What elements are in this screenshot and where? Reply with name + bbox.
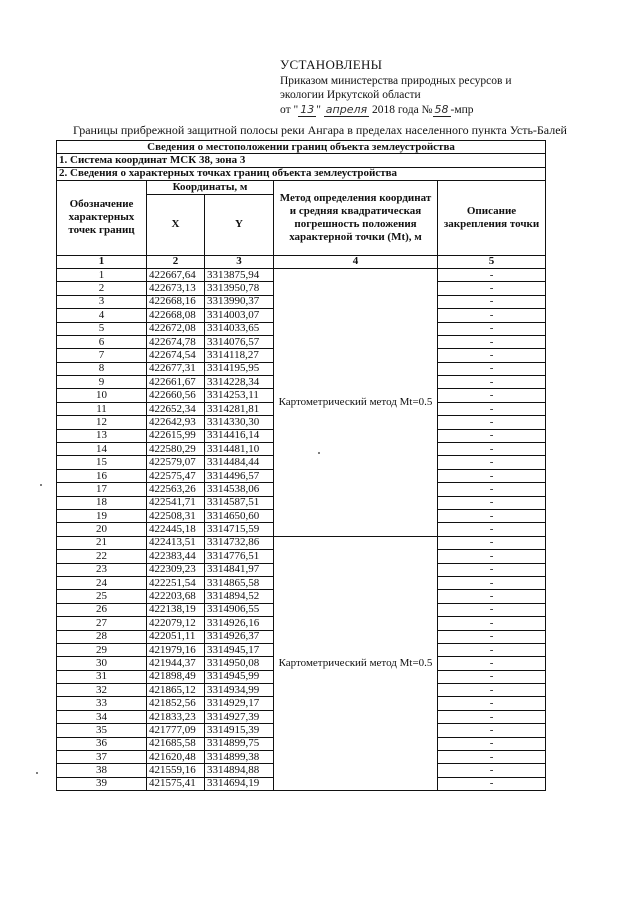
coord-x: 422563,26 [147,483,205,496]
point-number: 9 [57,376,147,389]
coord-y: 3314934,99 [205,684,274,697]
point-description: - [438,335,546,348]
approval-date-line: от " 13 " апреля 2018 года № 58 -мпр [280,103,474,116]
date-prefix: от " [280,104,299,116]
point-number: 28 [57,630,147,643]
points-title: 2. Сведения о характерных точках границ объекта землеустройства [57,167,546,180]
coord-y: 3314033,65 [205,322,274,335]
point-description: - [438,523,546,536]
coord-x: 422579,07 [147,456,205,469]
coord-y: 3314228,34 [205,376,274,389]
table-row [57,268,546,281]
col-number-1: 1 [57,255,147,268]
coord-x: 422541,71 [147,496,205,509]
coord-y: 3314715,59 [205,523,274,536]
point-description: - [438,509,546,522]
point-description: - [438,777,546,790]
coord-x: 422661,67 [147,376,205,389]
coord-x: 421685,58 [147,737,205,750]
point-number: 4 [57,309,147,322]
coord-y: 3314926,16 [205,617,274,630]
coord-x: 422674,54 [147,349,205,362]
point-number: 34 [57,710,147,723]
coord-x: 421898,49 [147,670,205,683]
coord-system: 1. Система координат МСК 38, зона 3 [57,154,546,167]
order-number: 58 [434,103,449,116]
coord-y: 3313990,37 [205,295,274,308]
col-header-method: Метод определения координат и средняя квадратическая погрешность положения характерной точки (Mt), м [274,181,438,255]
date-mid: 2018 года № [372,104,433,116]
point-description: - [438,751,546,764]
coord-y: 3314945,99 [205,670,274,683]
point-number: 7 [57,349,147,362]
point-number: 36 [57,737,147,750]
point-number: 32 [57,684,147,697]
scan-speck [36,772,38,774]
coord-x: 422660,56 [147,389,205,402]
point-number: 22 [57,550,147,563]
coord-x: 422677,31 [147,362,205,375]
coord-y: 3314776,51 [205,550,274,563]
coord-x: 421865,12 [147,684,205,697]
coord-y: 3314906,55 [205,603,274,616]
point-description: - [438,416,546,429]
point-description: - [438,376,546,389]
coord-y: 3314538,06 [205,483,274,496]
point-description: - [438,724,546,737]
point-description: - [438,670,546,683]
point-number: 6 [57,335,147,348]
coord-y: 3314076,57 [205,335,274,348]
document-heading: Границы прибрежной защитной полосы реки Ангара в пределах населенного пункта Усть-Балей [73,123,567,137]
point-number: 13 [57,429,147,442]
point-description: - [438,322,546,335]
coord-x: 422251,54 [147,576,205,589]
point-description: - [438,603,546,616]
coord-x: 422383,44 [147,550,205,563]
coord-y: 3314927,39 [205,710,274,723]
coord-x: 421944,37 [147,657,205,670]
coord-y: 3314496,57 [205,469,274,482]
point-description: - [438,429,546,442]
coord-x: 421620,48 [147,751,205,764]
point-number: 24 [57,576,147,589]
coord-x: 421777,09 [147,724,205,737]
coord-x: 422652,34 [147,402,205,415]
col-header-designation: Обозначение характерных точек границ [57,181,147,255]
coord-x: 422508,31 [147,509,205,522]
point-description: - [438,389,546,402]
coord-x: 422445,18 [147,523,205,536]
coord-y: 3314587,51 [205,496,274,509]
coord-y: 3314894,88 [205,764,274,777]
coord-y: 3314484,44 [205,456,274,469]
approval-line-1: Приказом министерства природных ресурсов и [280,75,512,87]
coord-y: 3314865,58 [205,576,274,589]
coord-y: 3313875,94 [205,268,274,281]
coord-y: 3314926,37 [205,630,274,643]
point-number: 16 [57,469,147,482]
coord-x: 422079,12 [147,617,205,630]
coord-y: 3314899,75 [205,737,274,750]
point-description: - [438,295,546,308]
coord-x: 422615,99 [147,429,205,442]
method-cell: Картометрический метод Mt=0.5 [274,268,438,536]
point-number: 23 [57,563,147,576]
point-number: 10 [57,389,147,402]
point-number: 21 [57,536,147,549]
point-description: - [438,349,546,362]
point-number: 3 [57,295,147,308]
coord-y: 3314929,17 [205,697,274,710]
point-number: 31 [57,670,147,683]
point-number: 33 [57,697,147,710]
coord-y: 3314003,07 [205,309,274,322]
coord-y: 3314195,95 [205,362,274,375]
col-header-y: Y [205,194,274,255]
section-title: Сведения о местоположении границ объекта землеустройства [57,141,546,154]
coord-x: 421833,23 [147,710,205,723]
point-description: - [438,710,546,723]
col-number-3: 3 [205,255,274,268]
point-description: - [438,268,546,281]
date-suffix: -мпр [450,104,474,116]
coord-x: 422309,23 [147,563,205,576]
point-description: - [438,402,546,415]
point-description: - [438,309,546,322]
point-number: 19 [57,509,147,522]
col-header-description: Описание закрепления точки [438,181,546,255]
point-description: - [438,456,546,469]
point-number: 5 [57,322,147,335]
col-header-x: X [147,194,205,255]
coord-y: 3314894,52 [205,590,274,603]
date-month: апреля [325,103,368,116]
point-number: 26 [57,603,147,616]
point-number: 8 [57,362,147,375]
point-description: - [438,563,546,576]
col-number-5: 5 [438,255,546,268]
col-number-2: 2 [147,255,205,268]
point-description: - [438,764,546,777]
coord-y: 3314481,10 [205,443,274,456]
point-description: - [438,576,546,589]
coord-x: 422668,16 [147,295,205,308]
point-number: 39 [57,777,147,790]
approval-line-2: экологии Иркутской области [280,89,421,101]
point-description: - [438,469,546,482]
table-row [57,536,546,549]
point-number: 11 [57,402,147,415]
point-number: 30 [57,657,147,670]
coord-x: 421979,16 [147,643,205,656]
point-number: 1 [57,268,147,281]
coord-y: 3314915,39 [205,724,274,737]
point-number: 18 [57,496,147,509]
coord-x: 421575,41 [147,777,205,790]
coord-y: 3314732,86 [205,536,274,549]
point-number: 27 [57,617,147,630]
coord-x: 422673,13 [147,282,205,295]
point-description: - [438,443,546,456]
coord-y: 3314950,08 [205,657,274,670]
coord-x: 422575,47 [147,469,205,482]
point-number: 20 [57,523,147,536]
coord-y: 3314694,19 [205,777,274,790]
coord-y: 3314899,38 [205,751,274,764]
boundary-table [56,140,546,791]
point-description: - [438,362,546,375]
point-number: 15 [57,456,147,469]
point-description: - [438,282,546,295]
point-description: - [438,643,546,656]
point-description: - [438,536,546,549]
point-number: 25 [57,590,147,603]
approval-block [280,58,610,117]
point-description: - [438,483,546,496]
point-number: 29 [57,643,147,656]
coord-y: 3314253,11 [205,389,274,402]
point-description: - [438,657,546,670]
point-number: 12 [57,416,147,429]
coord-x: 422580,29 [147,443,205,456]
coord-x: 422668,08 [147,309,205,322]
point-description: - [438,590,546,603]
coord-x: 422642,93 [147,416,205,429]
coord-y: 3314118,27 [205,349,274,362]
point-description: - [438,697,546,710]
point-number: 17 [57,483,147,496]
coord-x: 422672,08 [147,322,205,335]
point-number: 38 [57,764,147,777]
point-number: 2 [57,282,147,295]
point-number: 14 [57,443,147,456]
method-cell: Картометрический метод Mt=0.5 [274,536,438,790]
coord-x: 422203,68 [147,590,205,603]
coord-x: 422051,11 [147,630,205,643]
coord-x: 422674,78 [147,335,205,348]
coord-x: 422667,64 [147,268,205,281]
coord-y: 3314841,97 [205,563,274,576]
coord-y: 3314650,60 [205,509,274,522]
coord-x: 422138,19 [147,603,205,616]
col-number-4: 4 [274,255,438,268]
point-description: - [438,617,546,630]
coord-y: 3314330,30 [205,416,274,429]
coord-y: 3314281,81 [205,402,274,415]
approval-title: УСТАНОВЛЕНЫ [280,57,383,72]
scan-speck [318,452,320,454]
point-number: 37 [57,751,147,764]
coord-y: 3314416,14 [205,429,274,442]
point-description: - [438,550,546,563]
date-day: 13 [300,103,315,116]
coord-x: 421852,56 [147,697,205,710]
col-header-coords: Координаты, м [147,181,274,194]
point-description: - [438,630,546,643]
coord-y: 3314945,17 [205,643,274,656]
coord-x: 422413,51 [147,536,205,549]
scan-speck [40,484,42,486]
coord-x: 421559,16 [147,764,205,777]
coord-y: 3313950,78 [205,282,274,295]
point-number: 35 [57,724,147,737]
point-description: - [438,496,546,509]
point-description: - [438,737,546,750]
point-description: - [438,684,546,697]
